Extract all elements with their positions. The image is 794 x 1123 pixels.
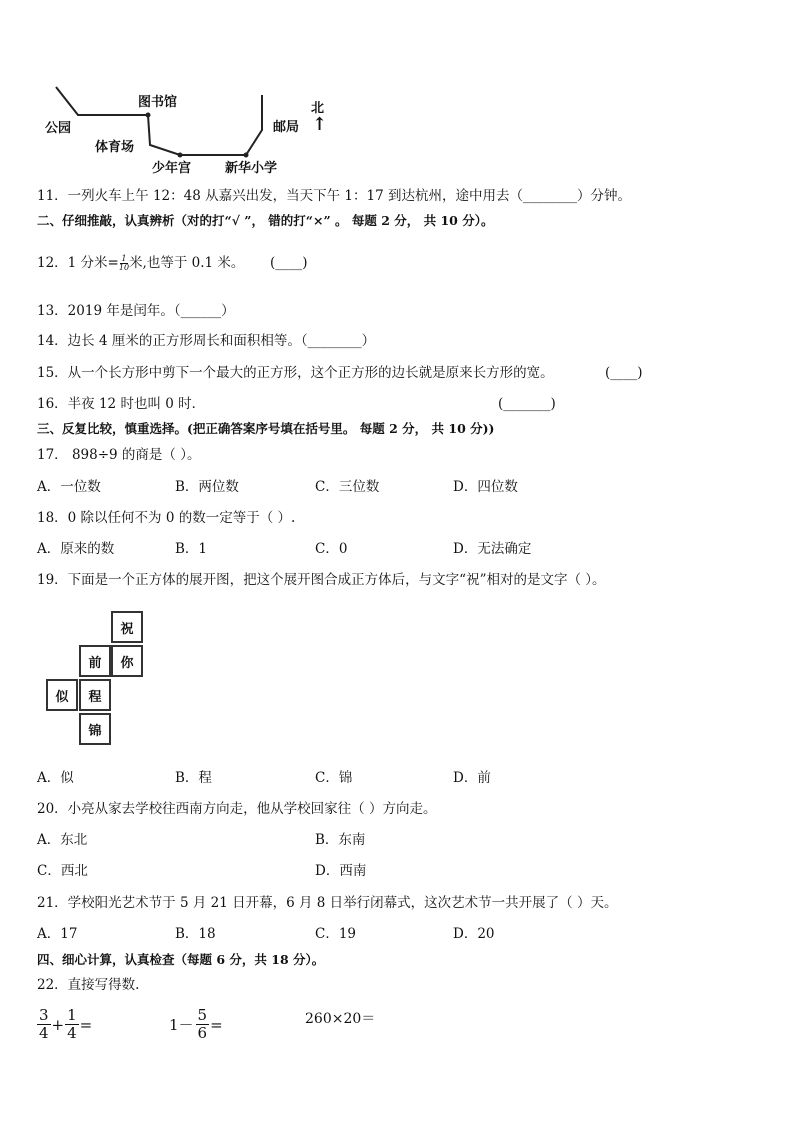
- cube-face-cheng: 程: [79, 679, 111, 711]
- q19-option-c[interactable]: C．锦: [315, 770, 353, 786]
- fraction-denominator: 6: [197, 1024, 208, 1042]
- fraction-denominator: 4: [39, 1024, 49, 1042]
- q21-option-b[interactable]: B．18: [175, 926, 216, 942]
- question-18: 18．0 除以任何不为 0 的数一定等于（ ）.: [37, 510, 296, 526]
- calc-expression-3: 260×20＝: [305, 1011, 376, 1027]
- section-4-heading: 四、细心计算，认真检查（每题 6 分，共 18 分）。: [37, 952, 325, 967]
- map-label-youth-palace: 少年宫: [152, 161, 192, 176]
- q20-option-b[interactable]: B．东南: [315, 832, 366, 848]
- map-label-park: 公园: [45, 121, 72, 136]
- fraction-denominator: 10: [118, 263, 130, 272]
- question-11: 11．一列火车上午 12：48 从嘉兴出发，当天下午 1：17 到达杭州，途中用去（________）分钟。: [37, 188, 631, 204]
- fraction-numerator: 3: [39, 1006, 49, 1024]
- map-label-stadium: 体育场: [95, 140, 135, 155]
- equals-sign: =: [79, 1015, 93, 1034]
- fraction-numerator: 1: [121, 254, 127, 263]
- q17-option-a[interactable]: A．一位数: [37, 479, 101, 495]
- q17-option-c[interactable]: C．三位数: [315, 479, 380, 495]
- equals-sign: =: [210, 1015, 223, 1034]
- question-15-blank[interactable]: (____): [605, 365, 643, 381]
- q18-option-d[interactable]: D．无法确定: [453, 541, 532, 557]
- question-21: 21．学校阳光艺术节于 5 月 21 日开幕，6 月 8 日举行闭幕式，这次艺术节一共开展了（ ）天。: [37, 895, 618, 911]
- fraction-3-4: [37, 1008, 51, 1041]
- question-14: 14．边长 4 厘米的正方形周长和面积相等。（________）: [37, 333, 376, 349]
- map-label-post-office: 邮局: [273, 120, 300, 135]
- fraction-numerator: 5: [197, 1006, 208, 1024]
- section-2-heading: 二、仔细推敲，认真辨析（对的打“√ ”， 错的打“×” 。 每题 2 分， 共 10 分）。: [37, 213, 494, 228]
- section-3-heading: 三、反复比较，慎重选择。(把正确答案序号填在括号里。 每题 2 分， 共 10 分)): [37, 421, 495, 436]
- map-label-xinhua-school: 新华小学: [225, 161, 278, 176]
- q18-option-c[interactable]: C．0: [315, 541, 348, 557]
- fraction-1-4: [65, 1008, 79, 1041]
- fraction-5-6: [196, 1008, 210, 1041]
- fraction-1-10: [119, 255, 129, 272]
- question-20: 20．小亮从家去学校往西南方向走，他从学校回家往（ ）方向走。: [37, 801, 437, 817]
- question-15: 15．从一个长方形中剪下一个最大的正方形，这个正方形的边长就是原来长方形的宽。: [37, 365, 554, 381]
- q17-option-b[interactable]: B．两位数: [175, 479, 239, 495]
- question-12-suffix: 米,也等于 0.1 米。: [129, 255, 245, 271]
- q17-option-d[interactable]: D．四位数: [453, 479, 518, 495]
- plus-sign: +: [51, 1015, 65, 1034]
- q18-option-a[interactable]: A．原来的数: [37, 541, 115, 557]
- q19-option-a[interactable]: A．似: [37, 770, 74, 786]
- calc-2-lead: 1－: [169, 1016, 194, 1034]
- question-12: [37, 254, 244, 272]
- question-13: 13．2019 年是闰年。（______）: [37, 303, 235, 319]
- question-12-blank[interactable]: (____): [270, 255, 308, 271]
- q20-option-d[interactable]: D．西南: [315, 863, 367, 879]
- fraction-numerator: 1: [67, 1006, 77, 1024]
- q21-option-c[interactable]: C．19: [315, 926, 357, 942]
- north-arrow-icon: ↑: [312, 114, 328, 135]
- cube-face-jin: 锦: [79, 713, 111, 745]
- q19-option-b[interactable]: B．程: [175, 770, 212, 786]
- map-label-library: 图书馆: [138, 95, 178, 110]
- q18-option-b[interactable]: B．1: [175, 541, 208, 557]
- question-17: 17． 898÷9 的商是（ ）。: [37, 447, 201, 463]
- q19-option-d[interactable]: D．前: [453, 770, 491, 786]
- q21-option-a[interactable]: A．17: [37, 926, 78, 942]
- map-label-north: 北: [311, 101, 325, 116]
- fraction-denominator: 4: [67, 1024, 77, 1042]
- q21-option-d[interactable]: D．20: [453, 926, 495, 942]
- cube-face-si: 似: [46, 679, 78, 711]
- question-22: 22．直接写得数.: [37, 977, 140, 993]
- question-19: 19．下面是一个正方体的展开图，把这个展开图合成正方体后，与文字“祝”相对的是文字（ ）。: [37, 572, 606, 588]
- calc-expression-2: [169, 1008, 223, 1041]
- cube-face-qian: 前: [79, 645, 111, 677]
- calc-expression-1: [37, 1008, 92, 1041]
- question-16-blank[interactable]: (_______): [498, 396, 556, 412]
- q20-option-a[interactable]: A．东北: [37, 832, 88, 848]
- cube-face-ni: 你: [111, 645, 143, 677]
- cube-face-zhu: 祝: [111, 611, 143, 643]
- question-16: 16．半夜 12 时也叫 0 时．: [37, 396, 206, 412]
- question-12-prefix: 12．1 分米=: [37, 255, 119, 271]
- q20-option-c[interactable]: C．西北: [37, 863, 88, 879]
